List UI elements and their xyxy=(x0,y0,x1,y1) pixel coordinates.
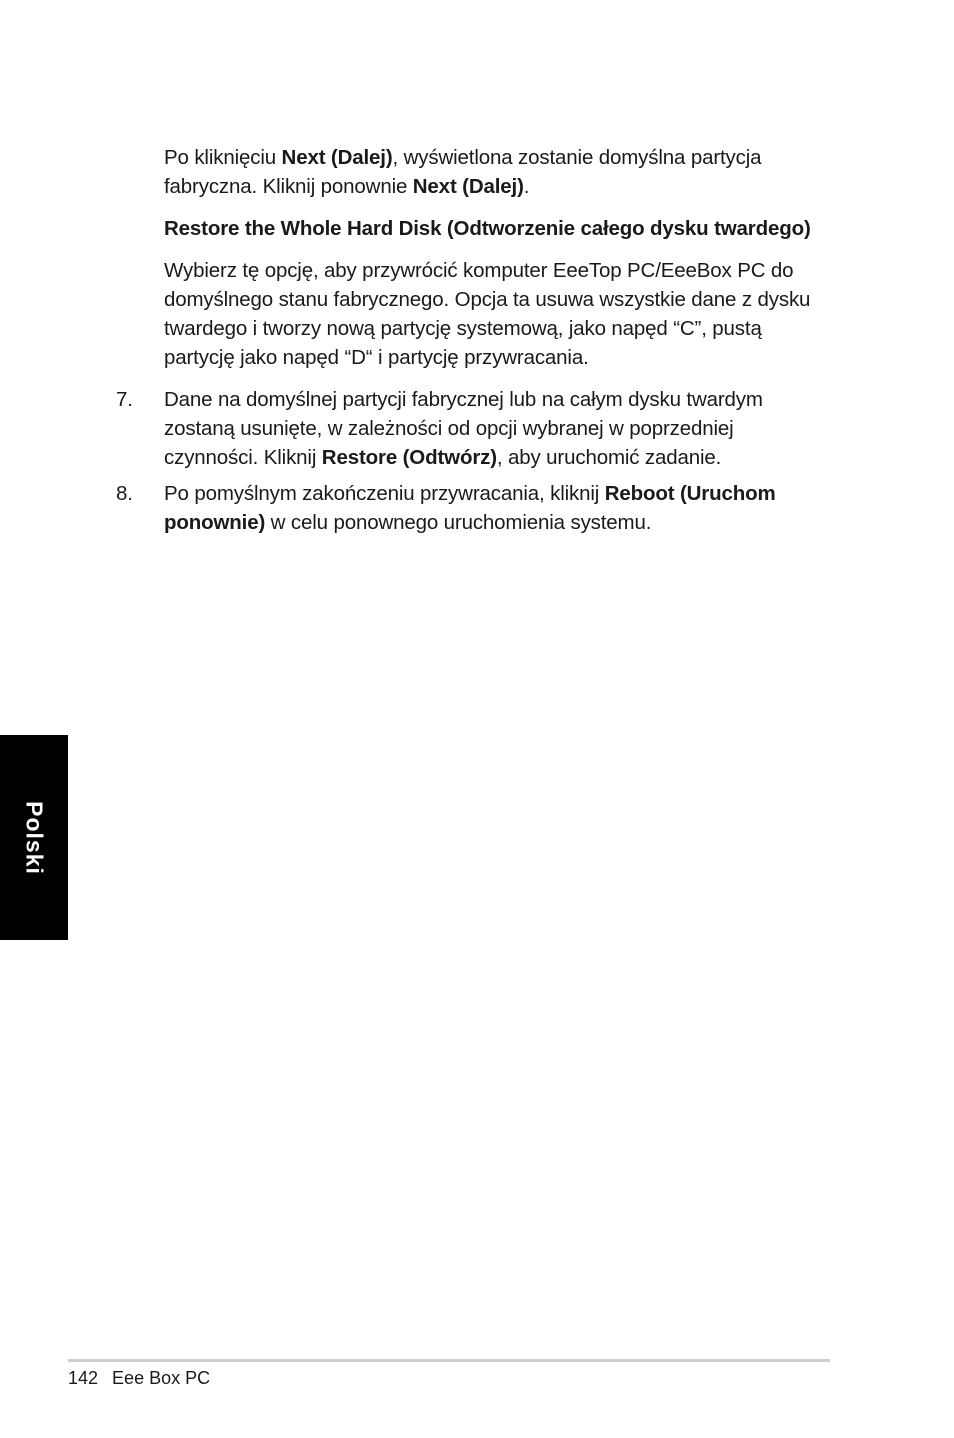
list-number: 8. xyxy=(116,482,133,505)
next-button-reference: Next (Dalej) xyxy=(281,146,393,169)
next-button-reference: Next (Dalej) xyxy=(412,175,524,198)
reboot-button-reference: Reboot (Uruchom ponownie) xyxy=(164,482,776,534)
list-text: Dane na domyślnej partycji fabrycznej lub na całym dysku twardym zostaną usunięte, w zależności od opcji wybranej w poprzedniej czynności. Kliknij xyxy=(164,388,763,469)
language-label: Polski xyxy=(21,800,48,875)
paragraph-next-instruction xyxy=(164,143,824,201)
page-number: 142 xyxy=(68,1368,99,1388)
restore-button-reference: Restore (Odtwórz) xyxy=(321,446,497,469)
page-footer xyxy=(68,1366,210,1390)
list-item-step-7 xyxy=(116,385,824,472)
list-text: w celu ponownego uruchomienia systemu. xyxy=(265,511,652,534)
language-side-tab xyxy=(0,735,68,940)
list-number: 7. xyxy=(116,388,133,411)
list-text: Po pomyślnym zakończeniu przywracania, kliknij xyxy=(164,482,605,505)
list-text: , aby uruchomić zadanie. xyxy=(496,446,722,469)
paragraph-text: , wyświetlona zostanie domyślna partycja fabryczna. Kliknij ponownie xyxy=(164,146,762,198)
document-body xyxy=(116,143,824,544)
footer-divider xyxy=(68,1359,830,1362)
section-heading: Restore the Whole Hard Disk (Odtworzenie całego dysku twardego) xyxy=(164,217,811,240)
product-name: Eee Box PC xyxy=(112,1368,211,1388)
paragraph-text: Po kliknięciu xyxy=(164,146,282,169)
section-description: Wybierz tę opcję, aby przywrócić komputer EeeTop PC/EeeBox PC do domyślnego stanu fabrycznego. Opcja ta usuwa wszystkie dane z dysku twardego i tworzy nową partycję systemową, jako napęd “C”, pustą partycję jako napęd “D“ i partycję przywracania. xyxy=(164,259,811,369)
list-item-step-8 xyxy=(116,479,824,537)
paragraph-text: . xyxy=(523,175,530,198)
